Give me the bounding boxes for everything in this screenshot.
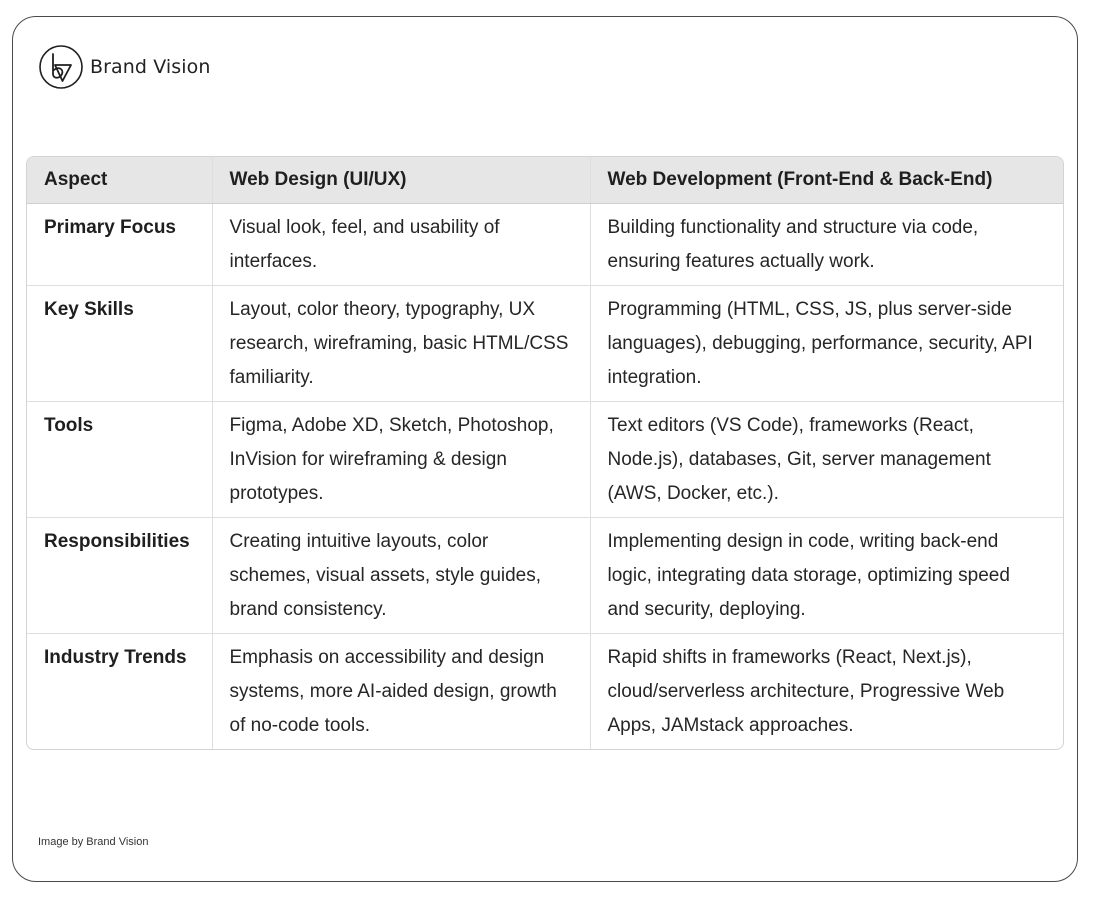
row-design: Layout, color theory, typography, UX research, wireframing, basic HTML/CSS familiarity. [212, 286, 590, 402]
row-development: Rapid shifts in frameworks (React, Next.js), cloud/serverless architecture, Progressive Web Apps, JAMstack approaches. [590, 634, 1063, 750]
row-aspect: Responsibilities [27, 518, 212, 634]
table-header-row [27, 157, 1063, 204]
brand-name: Brand Vision [90, 56, 211, 78]
row-aspect: Primary Focus [44, 217, 176, 238]
row-aspect: Industry Trends [27, 634, 212, 750]
table-row [27, 402, 1063, 518]
row-design: Visual look, feel, and usability of interfaces. [212, 204, 590, 286]
image-credit: Image by Brand Vision [38, 836, 149, 848]
header-aspect: Aspect [27, 157, 212, 204]
row-aspect: Tools [27, 402, 212, 518]
table-row [27, 204, 1063, 286]
table-row [27, 518, 1063, 634]
row-design: Creating intuitive layouts, color schemes, visual assets, style guides, brand consistency. [212, 518, 590, 634]
header-web-design: Web Design (UI/UX) [212, 157, 590, 204]
brand-header [38, 44, 211, 90]
row-development: Programming (HTML, CSS, JS, plus server-side languages), debugging, performance, security, API integration. [590, 286, 1063, 402]
table-row [27, 286, 1063, 402]
comparison-table [26, 156, 1064, 750]
bv-monogram-icon [38, 44, 84, 90]
row-aspect: Key Skills [27, 286, 212, 402]
row-development: Text editors (VS Code), frameworks (React, Node.js), databases, Git, server management (AWS, Docker, etc.). [590, 402, 1063, 518]
table-row [27, 634, 1063, 750]
row-design: Figma, Adobe XD, Sketch, Photoshop, InVision for wireframing & design prototypes. [212, 402, 590, 518]
row-design: Emphasis on accessibility and design systems, more AI-aided design, growth of no-code tools. [212, 634, 590, 750]
row-development: Implementing design in code, writing back-end logic, integrating data storage, optimizing speed and security, deploying. [590, 518, 1063, 634]
row-development: Building functionality and structure via code, ensuring features actually work. [590, 204, 1063, 286]
header-web-development: Web Development (Front-End & Back-End) [590, 157, 1063, 204]
